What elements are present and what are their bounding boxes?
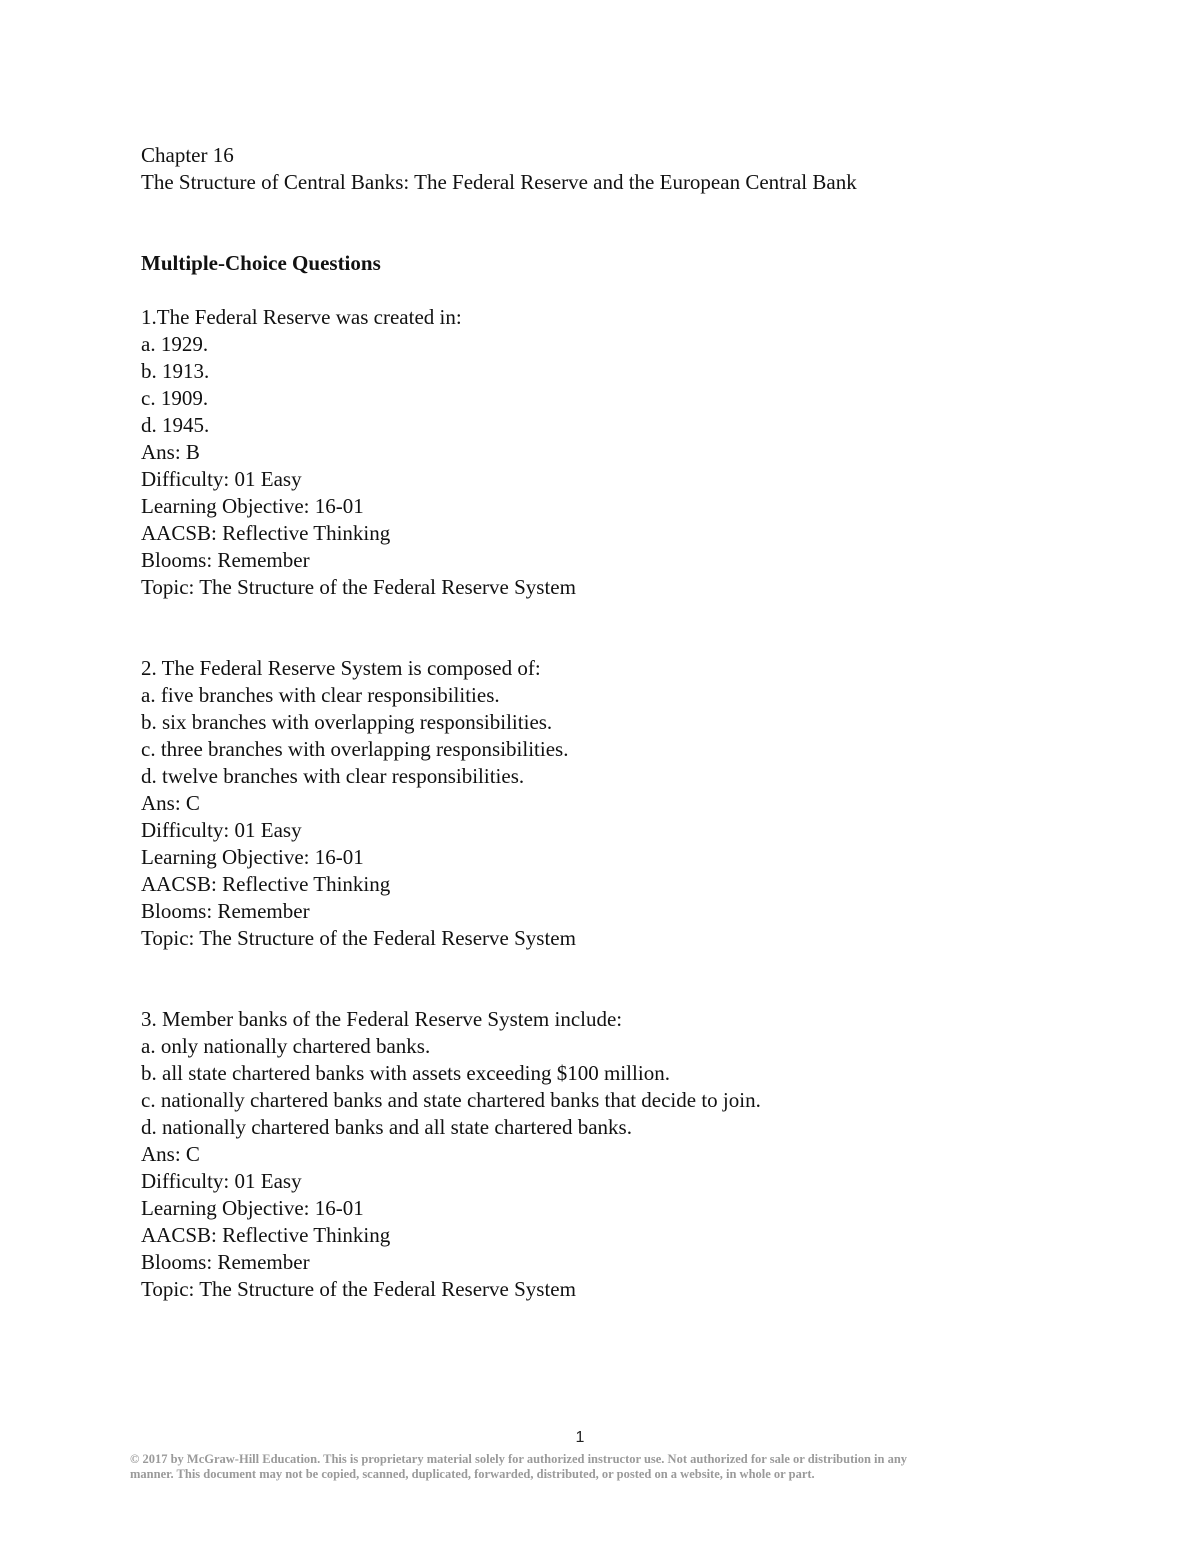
answer-option: c. nationally chartered banks and state chartered banks that decide to join. [141, 1088, 761, 1112]
blooms-label: Blooms: Remember [141, 899, 310, 923]
learning-objective: Learning Objective: 16-01 [141, 1196, 364, 1220]
difficulty-label: Difficulty: 01 Easy [141, 467, 302, 491]
blooms-label: Blooms: Remember [141, 1250, 310, 1274]
copyright-line: manner. This document may not be copied, scanned, duplicated, forwarded, distributed, or posted on a website, in whole or part. [130, 1467, 815, 1481]
difficulty-label: Difficulty: 01 Easy [141, 818, 302, 842]
answer-key: Ans: B [141, 440, 200, 464]
answer-option: b. six branches with overlapping responsibilities. [141, 710, 553, 734]
question-prompt: 2. The Federal Reserve System is composed of: [141, 656, 541, 680]
page-number: 1 [575, 1429, 585, 1446]
learning-objective: Learning Objective: 16-01 [141, 845, 364, 869]
learning-objective: Learning Objective: 16-01 [141, 494, 364, 518]
question-block [141, 1006, 1101, 1303]
answer-option: a. 1929. [141, 332, 209, 356]
difficulty-label: Difficulty: 01 Easy [141, 1169, 302, 1193]
question-block [141, 304, 1101, 601]
section-heading: Multiple-Choice Questions [141, 251, 381, 275]
topic-label: Topic: The Structure of the Federal Reserve System [141, 1277, 576, 1301]
chapter-title: The Structure of Central Banks: The Federal Reserve and the European Central Bank [141, 170, 857, 194]
answer-key: Ans: C [141, 791, 200, 815]
answer-option: b. 1913. [141, 359, 210, 383]
copyright-line: © 2017 by McGraw-Hill Education. This is proprietary material solely for authorized instructor use. Not authorized for sale or distribution in any [130, 1452, 908, 1466]
aacsb-label: AACSB: Reflective Thinking [141, 521, 391, 545]
answer-option: d. nationally chartered banks and all state chartered banks. [141, 1115, 632, 1139]
aacsb-label: AACSB: Reflective Thinking [141, 1223, 391, 1247]
copyright-notice [130, 1452, 1030, 1482]
question-prompt: 3. Member banks of the Federal Reserve System include: [141, 1007, 623, 1031]
question-prompt: 1.The Federal Reserve was created in: [141, 305, 462, 329]
topic-label: Topic: The Structure of the Federal Reserve System [141, 926, 576, 950]
page-content [141, 142, 1101, 1303]
question-block [141, 655, 1101, 952]
aacsb-label: AACSB: Reflective Thinking [141, 872, 391, 896]
answer-option: c. three branches with overlapping responsibilities. [141, 737, 569, 761]
answer-option: a. five branches with clear responsibilities. [141, 683, 500, 707]
answer-option: b. all state chartered banks with assets exceeding $100 million. [141, 1061, 670, 1085]
answer-key: Ans: C [141, 1142, 200, 1166]
chapter-label: Chapter 16 [141, 143, 234, 167]
answer-option: d. twelve branches with clear responsibilities. [141, 764, 525, 788]
answer-option: c. 1909. [141, 386, 209, 410]
answer-option: d. 1945. [141, 413, 210, 437]
blooms-label: Blooms: Remember [141, 548, 310, 572]
answer-option: a. only nationally chartered banks. [141, 1034, 431, 1058]
topic-label: Topic: The Structure of the Federal Reserve System [141, 575, 576, 599]
